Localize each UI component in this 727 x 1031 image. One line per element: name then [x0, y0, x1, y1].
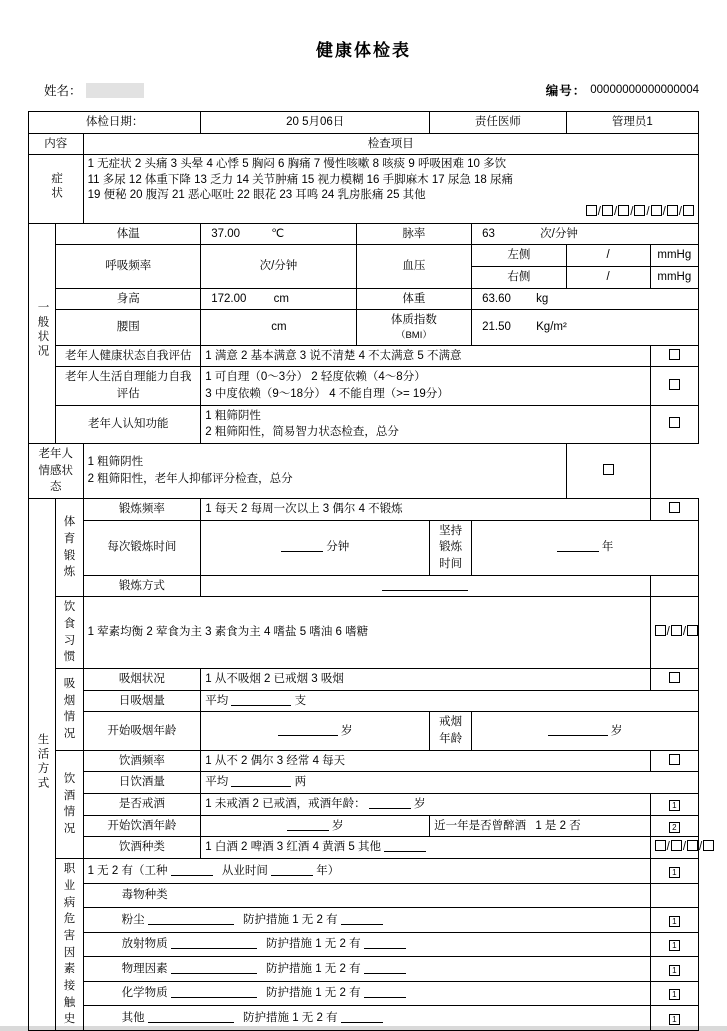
smoking-daily-row — [29, 690, 699, 712]
occupational-has-cell — [83, 859, 650, 884]
symptoms-line-3: 19 便秘 20 腹泻 21 恶心呕吐 22 眼花 23 耳鸣 24 乳房胀痛 25 其他 — [87, 189, 426, 202]
weight-value-cell — [472, 288, 699, 310]
drinking-kind-checkbox-group[interactable]: / / / — [655, 841, 715, 853]
occupational-radiation-protect-input[interactable] — [364, 936, 406, 949]
emotion-row — [29, 444, 699, 499]
weight-label: 体重 — [356, 288, 472, 310]
breath-value-cell — [201, 245, 356, 288]
emotion-options — [83, 444, 566, 499]
bmi-label-cell — [356, 310, 472, 345]
exam-date-label: 体检日期： — [29, 112, 201, 134]
health-exam-sheet — [28, 36, 703, 1031]
exercise-duration-input[interactable] — [281, 539, 323, 552]
smoking-daily-label: 日吸烟量 — [83, 690, 201, 712]
occupational-dust-protect-label: 防护措施 1 无 2 有 — [243, 913, 338, 926]
occupational-has-row — [29, 859, 699, 884]
drinking-kind-label: 饮酒种类 — [83, 837, 201, 859]
drinking-kind-checkbox-cell[interactable] — [650, 837, 703, 859]
bp-right-value[interactable]: / — [566, 266, 650, 288]
occupational-radiation-cell — [83, 932, 650, 957]
smoking-label: 吸烟情况 — [56, 669, 83, 751]
occupational-chemical-row — [29, 981, 699, 1006]
drunk-cell — [430, 815, 651, 837]
exercise-persist-label: 坚持锻炼时间 — [430, 520, 472, 575]
exercise-duration-row — [29, 520, 699, 575]
exercise-duration-value[interactable] — [201, 520, 430, 575]
occupational-physical-protect-input[interactable] — [364, 961, 406, 974]
general-label-text: 一般状况 — [36, 301, 49, 360]
diet-label: 饮食习惯 — [56, 597, 83, 669]
symptom-checkbox-6[interactable] — [667, 205, 678, 216]
occupational-poison-blank — [650, 883, 698, 908]
smoking-status-checkbox[interactable] — [669, 672, 680, 683]
exercise-duration-label: 每次锻炼时间 — [83, 520, 201, 575]
occupational-physical-name: 物理因素 — [121, 962, 168, 975]
cognitive-row — [29, 405, 699, 443]
drinking-daily-prefix: 平均 — [205, 776, 229, 789]
occupational-other-row — [29, 1006, 699, 1031]
adl-checkbox-cell[interactable] — [650, 367, 698, 405]
doctor-label: 责任医师 — [430, 112, 567, 134]
occupational-has-label: 1 无 2 有（工种 — [87, 864, 168, 877]
occupational-dust-mark-cell[interactable] — [650, 908, 698, 933]
drinking-daily-unit: 两 — [294, 776, 307, 789]
smoking-quit-age-value[interactable] — [472, 712, 699, 750]
pulse-value-cell — [472, 223, 699, 245]
symptoms-options — [83, 155, 698, 223]
height-value-cell — [201, 288, 356, 310]
drinking-freq-checkbox[interactable] — [669, 754, 680, 765]
occupational-work-type-input[interactable] — [171, 863, 213, 876]
pulse-value[interactable]: 63 — [482, 227, 495, 240]
symptom-checkbox-7[interactable] — [683, 205, 694, 216]
waist-bmi-row — [29, 310, 699, 345]
drinking-freq-row — [29, 750, 699, 772]
occupational-chemical-protect-input[interactable] — [364, 985, 406, 998]
bmi-value[interactable]: 21.50 — [482, 321, 511, 334]
table-header-row — [29, 133, 699, 155]
occupational-other-protect-label: 防护措施 1 无 2 有 — [243, 1011, 338, 1024]
drinking-quit-options — [201, 794, 650, 816]
health-self-checkbox[interactable] — [669, 349, 680, 360]
drinking-quit-age-input[interactable] — [369, 796, 411, 809]
drinking-kind-checkbox-4[interactable] — [703, 840, 714, 851]
exercise-freq-label: 锻炼频率 — [83, 499, 201, 521]
health-self-options: 1 满意 2 基本满意 3 说不清楚 4 不太满意 5 不满意 — [201, 345, 650, 367]
symptom-checkbox-4[interactable] — [634, 205, 645, 216]
occupational-dust-cell — [83, 908, 650, 933]
exercise-label: 体育锻炼 — [56, 499, 83, 597]
bp-left-unit: mmHg — [650, 245, 698, 267]
drinking-quit-row — [29, 794, 699, 816]
drinking-kind-options — [201, 837, 650, 859]
adl-row — [29, 367, 699, 405]
drinking-quit-mark[interactable]: 1 — [669, 800, 680, 811]
number-label: 编号： — [545, 84, 587, 98]
symptoms-label-text: 症状 — [50, 171, 63, 201]
bp-left-value[interactable]: / — [566, 245, 650, 267]
symptoms-checkbox-group[interactable]: / / / / / / — [88, 204, 694, 221]
health-self-label: 老年人健康状态自我评估 — [56, 345, 201, 367]
smoking-status-checkbox-cell[interactable] — [650, 669, 698, 691]
height-weight-row — [29, 288, 699, 310]
occupational-radiation-name: 放射物质 — [121, 938, 168, 951]
occupational-physical-protect-label: 防护措施 1 无 2 有 — [266, 962, 361, 975]
symptoms-line-2: 11 多尿 12 体重下降 13 乏力 14 关节肿痛 15 视力模糊 16 手脚麻木 17 尿急 18 尿痛 — [87, 173, 513, 186]
smoking-status-options: 1 从不吸烟 2 已戒烟 3 吸烟 — [201, 669, 650, 691]
waist-value[interactable] — [205, 321, 211, 333]
drunk-mark[interactable]: 2 — [669, 822, 680, 833]
drinking-start-age-input[interactable] — [287, 818, 329, 831]
cognitive-label: 老年人认知功能 — [56, 405, 201, 443]
occupational-other-cell — [83, 1006, 650, 1031]
symptoms-line-1: 1 无症状 2 头痛 3 头晕 4 心悸 5 胸闷 6 胸痛 7 慢性咳嗽 8 咳痰 9 呼吸困难 10 多饮 — [87, 158, 507, 171]
occupational-other-protect-input[interactable] — [341, 1010, 383, 1023]
exercise-persist-unit: 年 — [601, 541, 614, 554]
height-value[interactable]: 172.00 — [211, 292, 247, 305]
bmi-sub-label: （BMI） — [395, 329, 432, 341]
height-label: 身高 — [56, 288, 201, 310]
cognitive-checkbox[interactable] — [669, 417, 680, 428]
drinking-start-age-label: 开始饮酒年龄 — [83, 815, 201, 837]
smoking-status-row — [29, 669, 699, 691]
temperature-value-cell — [201, 223, 356, 245]
smoking-quit-age-unit: 岁 — [610, 724, 623, 737]
emotion-checkbox-cell[interactable] — [566, 444, 650, 499]
occupational-radiation-input[interactable] — [171, 936, 257, 949]
smoking-quit-age-label: 戒烟年龄 — [430, 712, 472, 750]
smoking-daily-input[interactable] — [231, 693, 291, 706]
occupational-has-mark[interactable]: 1 — [669, 867, 680, 878]
drinking-freq-options: 1 从不 2 偶尔 3 经常 4 每天 — [201, 750, 650, 772]
exercise-persist-value[interactable] — [472, 520, 699, 575]
diet-checkbox-group[interactable]: / / — [655, 626, 698, 638]
drinking-kind-row — [29, 837, 699, 859]
name-value-redacted — [86, 83, 144, 98]
exercise-persist-input[interactable] — [557, 539, 599, 552]
drinking-quit-mark-cell[interactable] — [650, 794, 698, 816]
health-self-row — [29, 345, 699, 367]
occupational-poison-header-row — [29, 883, 699, 908]
lifestyle-label-text: 生活方式 — [36, 732, 49, 791]
temperature-value[interactable]: 37.00 — [211, 227, 241, 240]
smoking-start-age-unit: 岁 — [341, 724, 353, 737]
drinking-quit-options-text: 1 未戒酒 2 已戒酒，戒酒年龄： — [205, 798, 366, 811]
drinking-kind-options-text: 1 白酒 2 啤酒 3 红酒 4 黄酒 5 其他 — [205, 841, 381, 854]
general-row-label — [29, 223, 56, 443]
occupational-other-mark-cell[interactable] — [650, 1006, 698, 1031]
drinking-quit-label: 是否戒酒 — [83, 794, 201, 816]
bmi-unit: Kg/m² — [536, 321, 567, 334]
smoking-start-age-input[interactable] — [278, 723, 338, 736]
height-unit: cm — [273, 292, 289, 305]
drunk-mark-cell[interactable] — [650, 815, 698, 837]
drunk-label: 近一年是否曾醉酒 — [434, 819, 527, 832]
weight-value[interactable]: 63.60 — [482, 292, 511, 305]
bmi-value-cell — [472, 310, 699, 345]
smoking-quit-age-input[interactable] — [548, 723, 608, 736]
occupational-chemical-mark[interactable]: 1 — [669, 989, 680, 1000]
adl-label: 老年人生活自理能力自我评估 — [56, 367, 201, 405]
bp-left-label: 左侧 — [472, 245, 567, 267]
occupational-work-years-label: 从业时间 — [221, 864, 268, 877]
name-label: 姓名： — [44, 84, 82, 98]
smoking-age-row — [29, 712, 699, 750]
exercise-freq-checkbox[interactable] — [669, 502, 680, 513]
exercise-type-blank — [650, 575, 698, 597]
occupational-physical-mark[interactable]: 1 — [669, 965, 680, 976]
occupational-chemical-input[interactable] — [171, 985, 257, 998]
smoking-status-label: 吸烟状况 — [83, 669, 201, 691]
occupational-radiation-mark-cell[interactable] — [650, 932, 698, 957]
content-header: 内容 — [29, 133, 84, 155]
adl-options — [201, 367, 650, 405]
bp-right-unit: mmHg — [650, 266, 698, 288]
page-title: 健康体检表 — [316, 41, 411, 60]
smoking-daily-prefix: 平均 — [205, 694, 229, 707]
occupational-chemical-cell — [83, 981, 650, 1006]
symptom-checkbox-5[interactable] — [651, 205, 662, 216]
adl-line-1: 1 可自理（0～3分） 2 轻度依赖（4～8分） — [205, 371, 426, 384]
health-self-checkbox-cell[interactable] — [650, 345, 698, 367]
occupational-other-mark[interactable]: 1 — [669, 1014, 680, 1025]
occupational-dust-mark[interactable]: 1 — [669, 916, 680, 927]
symptoms-row — [29, 155, 699, 223]
occupational-poison-label: 毒物种类 — [83, 883, 650, 908]
occupational-dust-protect-input[interactable] — [341, 912, 383, 925]
drinking-daily-row — [29, 772, 699, 794]
diet-checkbox-cell[interactable] — [650, 597, 698, 669]
exam-date-value: 20 5月06日 — [201, 112, 430, 134]
identity-line — [44, 79, 699, 101]
drinking-daily-label: 日饮酒量 — [83, 772, 201, 794]
symptom-checkbox-2[interactable] — [602, 205, 613, 216]
occupational-other-name: 其他 — [121, 1011, 145, 1024]
exercise-freq-row — [29, 499, 699, 521]
emotion-label: 老年人情感状态 — [29, 444, 84, 499]
bp-label: 血压 — [356, 245, 472, 288]
pulse-unit: 次/分钟 — [540, 227, 578, 240]
occupational-radiation-row — [29, 932, 699, 957]
diet-checkbox-2[interactable] — [671, 625, 682, 636]
occupational-physical-input[interactable] — [171, 961, 257, 974]
breath-bp-row — [29, 245, 699, 267]
cognitive-checkbox-cell[interactable] — [650, 405, 698, 443]
pulse-label: 脉率 — [356, 223, 472, 245]
occupational-work-years-input[interactable] — [271, 863, 313, 876]
occupational-physical-mark-cell[interactable] — [650, 957, 698, 982]
occupational-dust-row — [29, 908, 699, 933]
drinking-start-age-row — [29, 815, 699, 837]
temperature-unit: ℃ — [271, 227, 285, 240]
drinking-start-age-unit: 岁 — [332, 819, 344, 832]
number-value: 00000000000000004 — [590, 84, 699, 96]
doctor-value: 管理员1 — [566, 112, 698, 134]
drinking-label: 饮酒情况 — [56, 750, 83, 858]
drinking-freq-label: 饮酒频率 — [83, 750, 201, 772]
occupational-radiation-protect-label: 防护措施 1 无 2 有 — [266, 938, 361, 951]
drinking-kind-checkbox-1[interactable] — [655, 840, 666, 851]
exercise-freq-options: 1 每天 2 每周一次以上 3 偶尔 4 不锻炼 — [201, 499, 650, 521]
occupational-physical-row — [29, 957, 699, 982]
breath-label: 呼吸频率 — [56, 245, 201, 288]
smoking-start-age-label: 开始吸烟年龄 — [83, 712, 201, 750]
temperature-label: 体温 — [56, 223, 201, 245]
symptoms-row-label — [29, 155, 84, 223]
drinking-start-age-value[interactable] — [201, 815, 430, 837]
drinking-daily-input[interactable] — [231, 774, 291, 787]
drinking-freq-checkbox-cell[interactable] — [650, 750, 698, 772]
smoking-daily-value[interactable] — [201, 690, 699, 712]
drinking-kind-other-input[interactable] — [384, 839, 426, 852]
adl-checkbox[interactable] — [669, 379, 680, 390]
exercise-type-row — [29, 575, 699, 597]
occupational-has-mark-cell[interactable] — [650, 859, 698, 884]
breath-unit: 次/分钟 — [259, 260, 298, 273]
emotion-line-1: 1 粗筛阴性 — [87, 456, 144, 469]
occupational-label: 职业病危害因素接触史 — [56, 859, 83, 1031]
cognitive-line-1: 1 粗筛阴性 — [205, 409, 261, 422]
occupational-chemical-protect-label: 防护措施 1 无 2 有 — [266, 987, 361, 1000]
exercise-type-input[interactable] — [382, 578, 468, 591]
occupational-other-input[interactable] — [148, 1010, 234, 1023]
exercise-freq-checkbox-cell[interactable] — [650, 499, 698, 521]
diet-row — [29, 597, 699, 669]
cognitive-line-2: 2 粗筛阳性，简易智力状态检查，总分 — [205, 426, 399, 439]
drinking-kind-checkbox-3[interactable] — [687, 840, 698, 851]
occupational-physical-cell — [83, 957, 650, 982]
drinking-kind-checkbox-2[interactable] — [671, 840, 682, 851]
main-table — [28, 111, 703, 1031]
emotion-checkbox[interactable] — [603, 464, 614, 475]
exercise-type-value[interactable] — [201, 575, 650, 597]
occupational-chemical-name: 化学物质 — [121, 987, 168, 1000]
cognitive-options — [201, 405, 650, 443]
occupational-work-years-unit: 年） — [316, 864, 340, 877]
occupational-dust-name: 粉尘 — [121, 913, 145, 926]
diet-checkbox-1[interactable] — [655, 625, 666, 636]
bp-right-label: 右侧 — [472, 266, 567, 288]
exam-date-row — [29, 112, 699, 134]
bmi-label: 体质指数 — [390, 314, 437, 327]
waist-value-cell — [201, 310, 356, 345]
exercise-duration-unit: 分钟 — [326, 541, 350, 554]
exercise-type-label: 锻炼方式 — [83, 575, 201, 597]
adl-line-2: 3 中度依赖（9～18分） 4 不能自理（>= 19分） — [205, 388, 449, 401]
diet-checkbox-3[interactable] — [687, 625, 698, 636]
diet-options: 1 荤素均衡 2 荤食为主 3 素食为主 4 嗜盐 5 嗜油 6 嗜糖 — [83, 597, 650, 669]
drinking-daily-value[interactable] — [201, 772, 699, 794]
drinking-quit-age-unit: 岁 — [414, 798, 426, 811]
symptom-checkbox-3[interactable] — [618, 205, 629, 216]
drunk-options: 1 是 2 否 — [535, 819, 581, 832]
item-header: 检查项目 — [83, 133, 698, 155]
waist-label: 腰围 — [56, 310, 201, 345]
occupational-radiation-mark[interactable]: 1 — [669, 940, 680, 951]
occupational-chemical-mark-cell[interactable] — [650, 981, 698, 1006]
smoking-start-age-value[interactable] — [201, 712, 430, 750]
waist-unit: cm — [271, 321, 287, 334]
occupational-dust-input[interactable] — [148, 912, 234, 925]
temperature-pulse-row — [29, 223, 699, 245]
emotion-line-2: 2 粗筛阳性，老年人抑郁评分检查，总分 — [87, 473, 293, 486]
symptom-checkbox-1[interactable] — [586, 205, 597, 216]
lifestyle-row-label — [29, 499, 56, 1031]
weight-unit: kg — [536, 292, 549, 305]
smoking-daily-unit: 支 — [294, 694, 307, 707]
